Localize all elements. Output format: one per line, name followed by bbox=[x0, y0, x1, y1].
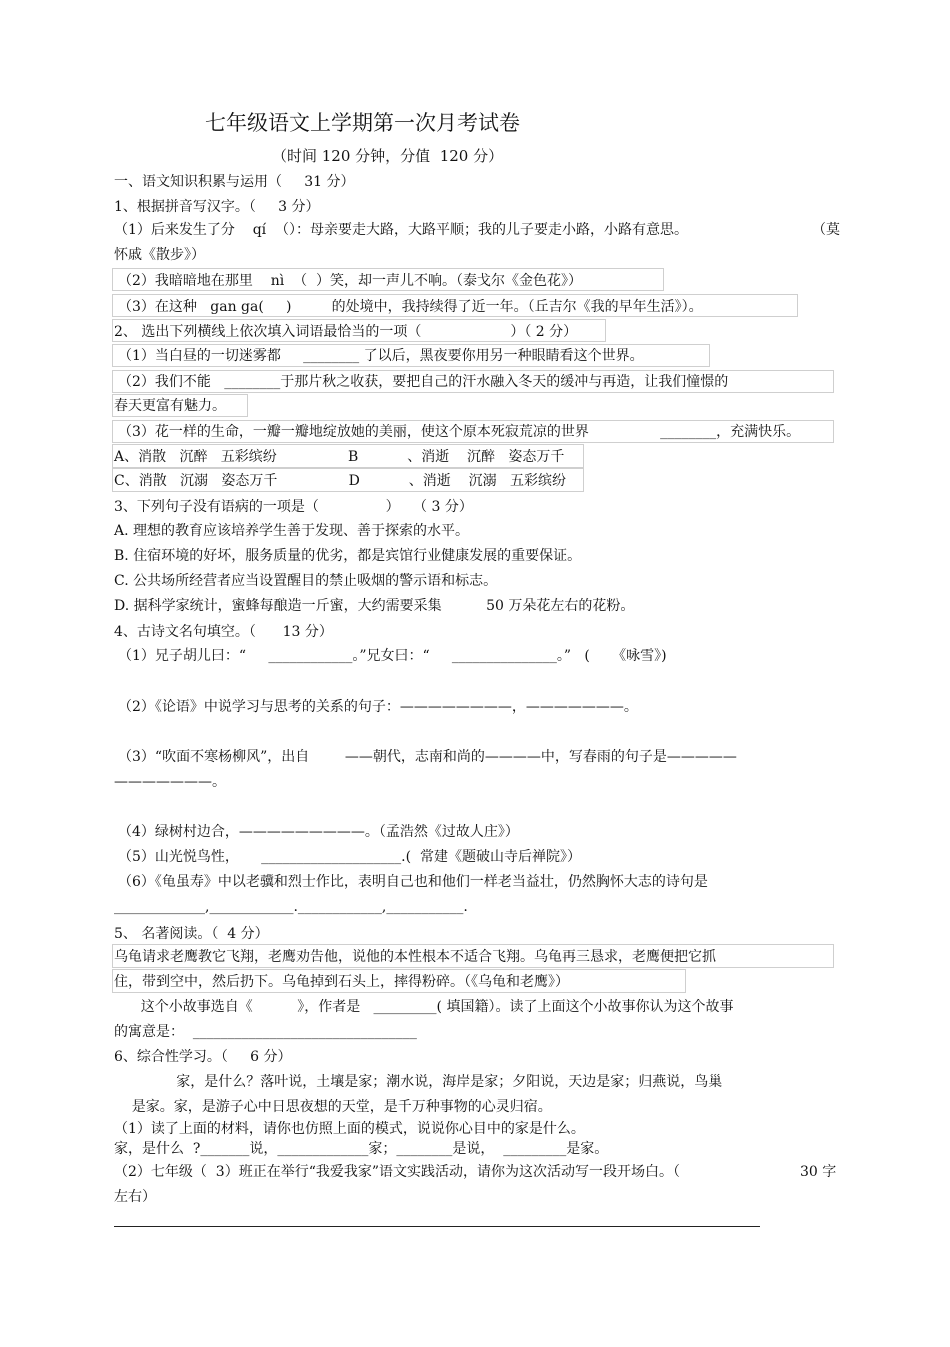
exam-line: （2）我们不能 ________于那片秋之收获，要把自己的汗水融入冬天的缓冲与再造，让我们憧憬的 bbox=[118, 374, 729, 390]
exam-line: D. 据科学家统计，蜜蜂每酿造一斤蜜，大约需要采集 50 万朵花左右的花粉。 bbox=[114, 598, 635, 614]
question-heading: 2、 选出下列横线上依次填入词语最恰当的一项（ ）（ 2 分） bbox=[114, 324, 578, 340]
question-heading: 4、古诗文名句填空。（ 13 分） bbox=[114, 624, 333, 640]
exam-line: 的寓意是： ________________________________ bbox=[114, 1024, 417, 1040]
exam-line: 这个小故事选自《 》，作者是 _________( 填国籍）。读了上面这个小故事你认为这个故事 bbox=[114, 999, 734, 1015]
exam-line: C. 公共场所经营者应当设置醒目的禁止吸烟的警示语和标志。 bbox=[114, 573, 498, 589]
exam-line: （6）《龟虽寿》中以老骥和烈士作比，表明自己也和他们一样老当益壮，仍然胸怀大志的诗句是 bbox=[118, 874, 708, 890]
exam-line: （1）当白昼的一切迷雾都 ________ 了以后，黑夜要你用另一种眼睛看这个世界。 bbox=[118, 348, 644, 364]
exam-line: B. 住宿环境的好坏，服务质量的优劣，都是宾馆行业健康发展的重要保证。 bbox=[114, 548, 582, 564]
question-heading: 3、下列句子没有语病的一项是（ ） （ 3 分） bbox=[114, 499, 473, 515]
question-heading: 6、综合性学习。（ 6 分） bbox=[114, 1049, 292, 1065]
answer-line bbox=[114, 1226, 760, 1227]
exam-line: （1）后来发生了分 qí （）：母亲要走大路，大路平顺；我的儿子要走小路，小路有意思。 bbox=[114, 222, 689, 238]
exam-line: （2）《论语》中说学习与思考的关系的句子：————————，———————。 bbox=[118, 699, 638, 715]
exam-line: 春天更富有魅力。 bbox=[114, 398, 226, 414]
exam-line: 住，带到空中，然后扔下。乌龟掉到石头上，摔得粉碎。（《乌龟和老鹰》） bbox=[114, 974, 569, 990]
exam-line: （3）在这种 gan ga( ) 的处境中，我持续得了近一年。（丘吉尔《我的早年生活》）。 bbox=[118, 299, 703, 315]
question-heading: 1、根据拼音写汉字。（ 3 分） bbox=[114, 199, 320, 215]
section-heading: 一、语文知识积累与运用（ 31 分） bbox=[114, 174, 355, 190]
choice-row: A、消散 沉醉 五彩缤纷 B 、消逝 沉醉 姿态万千 bbox=[114, 449, 565, 465]
exam-line: （4）绿树村边合，—————————。（孟浩然《过故人庄》） bbox=[118, 824, 519, 840]
exam-line: 左右） bbox=[114, 1189, 156, 1205]
exam-line: 30 字 bbox=[800, 1164, 837, 1180]
exam-line: 乌龟请求老鹰教它飞翔，老鹰劝告他，说他的本性根本不适合飞翔。乌龟再三恳求，老鹰便把它抓 bbox=[114, 949, 716, 965]
exam-line: （3）花一样的生命，一瓣一瓣地绽放她的美丽，使这个原本死寂荒凉的世界 ________，充满快乐。 bbox=[118, 424, 801, 440]
exam-line: （2）七年级（ 3）班正在举行“我爱我家”语文实践活动，请你为这次活动写一段开场白。（ bbox=[114, 1164, 681, 1180]
exam-line: 怀戚《散步》） bbox=[114, 247, 205, 263]
exam-line: （1）读了上面的材料，请你也仿照上面的模式，说说你心目中的家是什么。 bbox=[114, 1121, 585, 1137]
question-heading: 5、 名著阅读。（ 4 分） bbox=[114, 926, 269, 942]
exam-line: A. 理想的教育应该培养学生善于发现、善于探索的水平。 bbox=[114, 523, 470, 539]
exam-title: 七年级语文上学期第一次月考试卷 bbox=[205, 111, 520, 135]
exam-line: （莫 bbox=[812, 222, 840, 238]
exam-line: 家，是什么 ?_______说，_____________家；________是说， _________是家。 bbox=[114, 1141, 609, 1157]
exam-line: 是家。家，是游子心中日思夜想的天堂，是千万种事物的心灵归宿。 bbox=[114, 1099, 552, 1115]
exam-line: 家，是什么？落叶说，土壤是家；潮水说，海岸是家；夕阳说，天边是家；归燕说，鸟巢 bbox=[114, 1074, 723, 1090]
exam-subtitle: （时间 120 分钟，分值 120 分） bbox=[272, 147, 504, 165]
exam-line: （5）山光悦鸟性， ____________________.( 常建《题破山寺后禅院》） bbox=[118, 849, 581, 865]
exam-line: ———————。 bbox=[114, 774, 226, 790]
exam-line: _____________,____________.____________,___________. bbox=[114, 899, 468, 915]
exam-line: （3）“吹面不寒杨柳风”，出自 ——朝代，志南和尚的————中，写春雨的句子是————— bbox=[118, 749, 737, 765]
exam-line: （1）兄子胡儿曰：“ ____________。”兄女曰：“ _______________。” ( 《咏雪》) bbox=[118, 648, 667, 664]
choice-row: C、消散 沉溺 姿态万千 D 、消逝 沉溺 五彩缤纷 bbox=[114, 473, 566, 489]
exam-line: （2）我暗暗地在那里 nì （ ）笑，却一声儿不响。（泰戈尔《金色花》） bbox=[118, 273, 583, 289]
